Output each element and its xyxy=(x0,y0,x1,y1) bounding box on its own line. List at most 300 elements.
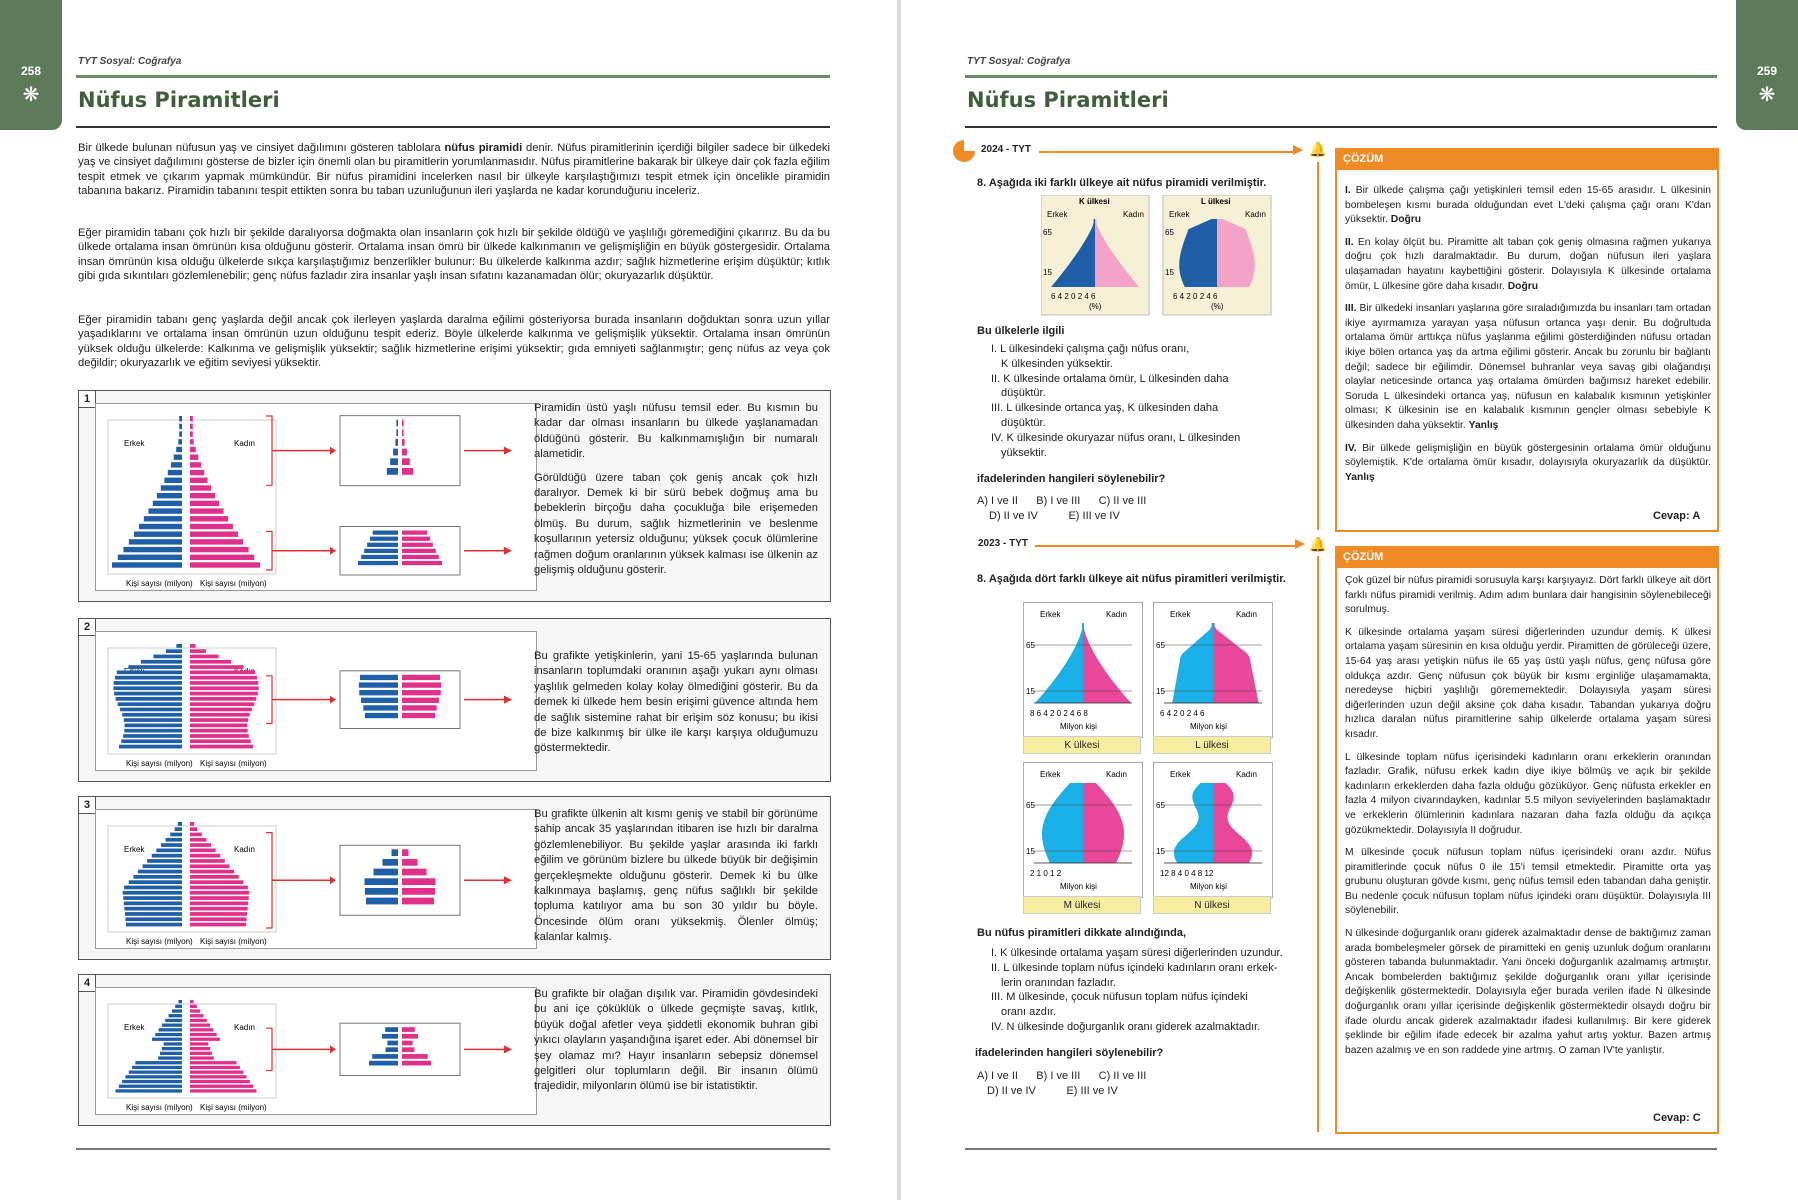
statement-line: II. K ülkesinde ortalama ömür, L ülkesinden daha xyxy=(991,372,1229,385)
box-paragraph: Görüldüğü üzere taban çok geniş ancak çok hızlı daralıyor. Demek ki bir sürü bebek doğmuş ama bu bebeklerin birçoğu daha çocukluğa bile erişemeden ölmüş. Bu durum, sağlık hizmetlerinin ve beslenme koşullarının yetersiz olduğunu; yüksek çocuk ölümlerine rağmen doğum oranlarının yüksek kalması ise ülkenin az gelişmiş olduğunu gösterir. xyxy=(534,471,818,577)
female-bar xyxy=(190,729,248,733)
arrow-icon xyxy=(1295,539,1305,549)
box-description xyxy=(534,401,818,578)
footer-rule xyxy=(965,1148,1717,1150)
age-mark: 65 xyxy=(1026,801,1035,810)
solution-paragraph: IV. Bir ülkede gelişmişliğin en büyük göstergesinin ortalama ömür olduğunu söylemiştik. K'de ortalama ömür kısadır, dolayısıyla okuryazarlık da düşüktür. Yanlış xyxy=(1345,442,1711,483)
page-title: Nüfus Piramitleri xyxy=(78,88,280,112)
male-bar xyxy=(114,681,182,685)
female-bar xyxy=(190,424,193,429)
statement-line: III. L ülkesinde ortanca yaş, K ülkesinden daha xyxy=(991,402,1219,415)
arrow-head xyxy=(504,1045,512,1053)
axis-label: Kişi sayısı (milyon) xyxy=(126,1103,193,1112)
header-rule xyxy=(76,75,830,78)
statement-line: I. L ülkesindeki çalışma çağı nüfus oranı, xyxy=(991,343,1190,355)
male-bar xyxy=(168,470,182,475)
female-bar xyxy=(190,431,193,436)
bell-icon: 🔔 xyxy=(1309,141,1327,157)
female-bar xyxy=(190,649,206,653)
solution-paragraph: Çok güzel bir nüfus piramidi sorusuyla karşı karşıyayız. Dört farklı ülkeye ait dört farklı nüfus piramidi verilmiş. Adım adım bunlara dair hangisinin söylenebileceği sorulmuş. xyxy=(1345,575,1711,616)
statement-line: lerin oranından fazladır. xyxy=(1001,976,1116,989)
female-bar xyxy=(402,468,413,475)
pyramid-figure xyxy=(95,403,537,591)
male-bar xyxy=(178,439,182,444)
female-bar xyxy=(190,1075,247,1078)
female-bar xyxy=(402,690,441,695)
chart-title: L ülkesi xyxy=(1201,197,1231,206)
axis-unit: Milyon kişi xyxy=(1060,882,1097,891)
female-bar xyxy=(402,458,410,465)
age-mark: 65 xyxy=(1156,801,1165,810)
axis-ticks: 6 4 2 0 2 4 6 xyxy=(1051,292,1096,301)
zoom-box xyxy=(340,845,460,915)
male-bar xyxy=(361,555,398,559)
male-bar xyxy=(166,649,182,653)
box-number: 2 xyxy=(78,618,96,636)
question-stem: 8. Aşağıda iki farklı ülkeye ait nüfus piramidi verilmiştir. xyxy=(977,177,1267,189)
bracket xyxy=(266,1028,272,1070)
page-number: 258 xyxy=(20,64,42,78)
male-bar xyxy=(179,416,182,421)
female-bar xyxy=(190,455,198,460)
female-bar xyxy=(190,718,248,722)
male-label: Erkek xyxy=(1040,770,1061,779)
female-bar xyxy=(190,1014,203,1017)
female-bar xyxy=(190,864,229,868)
question-tag: 2023 - TYT xyxy=(978,538,1029,549)
female-bar xyxy=(402,1041,413,1046)
question-marker-icon xyxy=(953,140,975,162)
arrow-head xyxy=(330,876,336,884)
male-bar xyxy=(122,713,182,717)
age-mark: 65 xyxy=(1156,641,1165,650)
answer-options: A) I ve II B) I ve III C) II ve III xyxy=(977,495,1147,507)
male-bar xyxy=(392,849,399,856)
axis-unit: (%) xyxy=(1211,302,1224,311)
axis-ticks: 2 1 0 1 2 xyxy=(1030,869,1062,878)
male-label: Erkek xyxy=(1169,210,1190,219)
verdict: Doğru xyxy=(1507,280,1539,292)
solution-text xyxy=(1345,184,1711,493)
male-bar xyxy=(179,424,182,429)
male-bar xyxy=(361,698,398,703)
female-bar xyxy=(190,470,204,475)
male-bar xyxy=(175,1005,182,1008)
box-number: 1 xyxy=(78,390,96,408)
statement-line: düşüktür. xyxy=(1001,416,1046,429)
male-bar xyxy=(164,478,182,483)
male-bar xyxy=(160,1052,182,1055)
female-bar xyxy=(190,739,251,743)
female-label: Kadın xyxy=(234,1023,255,1032)
axis-label: Kişi sayısı (milyon) xyxy=(126,759,193,768)
male-bar xyxy=(171,462,182,467)
male-bar xyxy=(156,849,182,853)
question-prompt: ifadelerinden hangileri söylenebilir? xyxy=(977,473,1166,485)
page-number: 259 xyxy=(1756,64,1778,78)
female-bar xyxy=(190,562,260,567)
answer-options: D) II ve IV E) III ve IV xyxy=(989,510,1120,522)
male-bar xyxy=(138,870,182,874)
arrow-head xyxy=(504,447,512,455)
female-bar xyxy=(190,833,202,837)
female-label: Kadın xyxy=(1106,610,1127,619)
intro-paragraph-1: Bir ülkede bulunan nüfusun yaş ve cinsiyet dağılımını gösteren tablolara nüfus piramidi denir. Nüfus piramitlerinin içerdiği bilgiler sadece bir ülkedeki yaş ve cinsiyet dağılımını gösterse de bizler için önemli olan bu piramitlerin yorumlanmasıdır. Nüfus piramitlerine bakarak bir ülkeye dair çok fazla eğilim tespit etmek ve çıkarım yapmak mümkündür. Bir nüfus piramidini incelerken nasıl bir ülkeyle karşılaştığımızı tespit etmek için öncelikle piramidin tabanına bakarız. Piramidin tabanını tespit ettikten sonra bu taban uzunluğunun ileri yaşlarda ne kadar korunduğunu inceleriz. xyxy=(78,142,830,198)
female-bar xyxy=(402,561,442,565)
flower-icon: ❋ xyxy=(22,84,40,106)
box-description xyxy=(534,807,818,946)
male-bar xyxy=(166,838,182,842)
female-bar xyxy=(190,1052,212,1055)
example-box-1 xyxy=(78,390,831,602)
male-bar xyxy=(123,547,182,552)
question-statements xyxy=(991,946,1283,1035)
male-bar xyxy=(383,859,399,866)
bracket xyxy=(266,676,272,724)
pyramid-caption-k: K ülkesi xyxy=(1023,736,1141,754)
male-bar xyxy=(117,671,182,675)
female-bar xyxy=(190,1071,243,1074)
female-bar xyxy=(190,1019,207,1022)
male-bar xyxy=(153,655,182,659)
female-label: Kadın xyxy=(1106,770,1127,779)
box-description xyxy=(534,649,818,757)
female-bar xyxy=(190,1033,217,1036)
male-bar xyxy=(158,1056,182,1059)
male-bar xyxy=(169,1014,182,1017)
female-bar xyxy=(190,708,252,712)
arrow-head xyxy=(330,1045,336,1053)
male-bar xyxy=(172,1009,182,1012)
male-bar xyxy=(369,1061,398,1066)
male-bar xyxy=(178,822,182,826)
female-bar xyxy=(190,1061,237,1064)
male-bar xyxy=(123,734,182,738)
pyramid-illustration xyxy=(96,404,536,592)
male-bar xyxy=(370,537,398,541)
male-bar xyxy=(365,713,398,718)
chart-title: K ülkesi xyxy=(1079,197,1110,206)
intro-paragraph-2: Eğer piramidin tabanı çok hızlı bir şekilde daralıyorsa doğmakta olan insanların çok hızlı bir şekilde öldüğü ve yaşlılığı göremediğini çıkarırız. Bu da bu ülkede ortalama insan ömrünün kısa olduğunu gösterir. Ortalama insan ömrü bir ülkede kalkınmanın ve gelişmişliğin en büyük göstergesidir. Ortalama insan ömrünün kısa olduğu ülkelerde sıkça karşılaştığımız benzerlikler bulunur: Bu ülkelerde kalkınma azdır; sağlık hizmetlerine erişim düşüktür; kıtlık gibi gıda sıkıntıları gözlemlenebilir; genç nüfus fazladır zira insanlar yaşlı insan sıfatını kazanamadan ölür; okuryazarlık düşüktür. xyxy=(78,227,830,283)
male-bar xyxy=(360,675,398,680)
female-bar xyxy=(190,462,201,467)
female-bar xyxy=(190,849,216,853)
male-bar xyxy=(152,854,182,858)
male-bar xyxy=(385,1027,398,1032)
male-bar xyxy=(124,729,182,733)
female-bar xyxy=(402,888,435,895)
age-mark: 65 xyxy=(1043,228,1052,237)
male-bar xyxy=(125,912,182,916)
male-bar xyxy=(170,833,182,837)
female-bar xyxy=(190,745,253,749)
female-bar xyxy=(190,1085,253,1088)
male-bar xyxy=(124,718,182,722)
female-bar xyxy=(190,886,248,890)
female-bar xyxy=(190,655,219,659)
male-bar xyxy=(152,1038,182,1041)
answer-options: A) I ve II B) I ve III C) II ve III xyxy=(977,1070,1147,1082)
running-head: TYT Sosyal: Coğrafya xyxy=(78,56,182,67)
male-bar xyxy=(121,739,182,743)
female-bar xyxy=(190,1038,220,1041)
male-bar xyxy=(179,1000,183,1003)
title-rule xyxy=(76,126,830,128)
example-box-4 xyxy=(78,974,831,1126)
male-bar xyxy=(124,907,182,911)
female-bar xyxy=(402,1054,428,1059)
male-bar xyxy=(147,859,182,863)
bracket xyxy=(266,416,272,485)
female-bar xyxy=(402,420,404,427)
female-bar xyxy=(190,912,247,916)
female-bar xyxy=(190,1005,197,1008)
female-bar xyxy=(190,1089,257,1092)
verdict: Yanlış xyxy=(1345,471,1375,483)
pyramid-figure xyxy=(95,809,537,949)
female-bar xyxy=(190,907,248,911)
female-bar xyxy=(190,485,211,490)
male-bar xyxy=(119,745,182,749)
age-mark: 65 xyxy=(1026,641,1035,650)
female-bar xyxy=(190,539,243,544)
male-bar xyxy=(176,644,182,648)
female-bar xyxy=(190,1066,240,1069)
male-bar xyxy=(365,878,399,885)
female-bar xyxy=(190,665,244,669)
female-bar xyxy=(402,682,441,687)
female-bar xyxy=(190,1024,210,1027)
male-bar xyxy=(116,697,182,701)
bell-icon: 🔔 xyxy=(1309,536,1327,552)
male-bar xyxy=(129,1071,182,1074)
solution-paragraph: K ülkesinde ortalama yaşam süresi diğerlerinden uzundur demiş. K ülkesi ortalama yaşam süresinin en kısa olduğu yerdir. Piramitten de görüleceği üzere, 15-64 yaş arası yetişkin nüfus ile 65 yaş üstü yaşlı nüfus, genç nüfusa göre oldukça azdır. Genç nüfusun çok büyük bir kısmı erginliğe ulaşamamakta, neredeyse hiçbiri yaşlılığı görememektedir. Dolayısıyla yaşam süresi diğerlerinden uzun değil aksine çok daha kısadır. Tabandan yukarıya doğru hızlıca daralan nüfus piramitlerine sahip ülkelerde ortalama yaşam süresi kısadır. xyxy=(1345,626,1711,740)
female-bar xyxy=(190,838,206,842)
male-bar xyxy=(159,1028,182,1031)
statement-line: II. L ülkesinde toplam nüfus içindeki kadınların oranı erkek- xyxy=(991,961,1278,974)
female-bar xyxy=(190,676,257,680)
male-bar xyxy=(143,864,182,868)
male-label: Erkek xyxy=(124,845,145,854)
male-bar xyxy=(359,682,398,687)
solution-answer: Cevap: A xyxy=(1653,510,1701,522)
solution-paragraph: M ülkesinde çocuk nüfusun toplam nüfus içerisindeki oranı azdır. Nüfus piramitlerinde çocuk nüfus 0 ile 15'i temsil etmektedir. Piramitte orta yaş grubunu oluşturan gövde kısmı, genç nüfus temsil eden tabandan daha geniştir. Bu nedenle çocuk nüfusun toplam nüfus içindeki oranı düşüktür. Dolayısıyla III söylenebilir. xyxy=(1345,847,1711,917)
age-mark: 15 xyxy=(1156,687,1165,696)
male-bar xyxy=(387,468,398,475)
question-tag: 2024 - TYT xyxy=(981,144,1032,155)
male-bar xyxy=(374,869,399,876)
male-bar xyxy=(144,516,182,521)
question-tag-line xyxy=(1039,151,1295,153)
right-page xyxy=(901,0,1798,1200)
solution-text xyxy=(1345,574,1711,1066)
axis-unit: Milyon kişi xyxy=(1190,882,1227,891)
axis-ticks: 6 4 2 0 2 4 6 xyxy=(1173,292,1218,301)
female-bar xyxy=(190,902,248,906)
female-bar xyxy=(190,508,224,513)
female-bar xyxy=(402,898,434,905)
solution-header: ÇÖZÜM xyxy=(1335,148,1719,170)
female-bar xyxy=(190,923,246,927)
pyramid-caption-m: M ülkesi xyxy=(1023,896,1141,914)
male-bar xyxy=(120,708,182,712)
male-bar xyxy=(122,1080,182,1083)
female-bar xyxy=(190,516,228,521)
female-bar xyxy=(402,537,430,541)
question-lead: Bu nüfus piramitleri dikkate alındığında, xyxy=(977,927,1187,939)
axis-label: Kişi sayısı (milyon) xyxy=(200,937,267,946)
male-bar xyxy=(155,1033,182,1036)
female-bar xyxy=(402,675,440,680)
pyramid-figure xyxy=(95,631,537,771)
female-bar xyxy=(402,549,436,553)
statement-line: düşüktür. xyxy=(1001,387,1046,400)
female-bar xyxy=(190,547,249,552)
female-bar xyxy=(402,1027,415,1032)
zoom-box xyxy=(340,671,460,729)
age-mark: 15 xyxy=(1026,687,1035,696)
female-bar xyxy=(402,543,433,547)
female-bar xyxy=(402,555,439,559)
male-bar xyxy=(363,705,398,710)
male-label: Erkek xyxy=(124,1023,145,1032)
female-label: Kadın xyxy=(1123,210,1144,219)
female-bar xyxy=(190,1047,210,1050)
pyramid-chart-n xyxy=(1153,762,1273,898)
male-bar xyxy=(129,880,182,884)
female-bar xyxy=(402,449,407,456)
female-bar xyxy=(190,880,243,884)
solution-paragraph: I. Bir ülkede çalışma çağı yetişkinleri temsil eden 15-65 arasıdır. L ülkesinin bombeleşen kısmı burada olduğundan evet L'deki çalışma çağı oranı K'dan yüksektir. Doğru xyxy=(1345,185,1711,226)
female-bar xyxy=(190,702,254,706)
female-label: Kadın xyxy=(234,439,255,448)
pyramid-illustration xyxy=(96,988,536,1116)
example-box-3 xyxy=(78,796,831,960)
male-bar xyxy=(179,431,182,436)
left-page xyxy=(0,0,897,1200)
female-bar xyxy=(190,416,193,421)
male-label: Erkek xyxy=(1170,770,1191,779)
male-bar xyxy=(119,1085,182,1088)
male-bar xyxy=(161,843,182,847)
female-bar xyxy=(190,896,249,900)
box-paragraph: Piramidin üstü yaşlı nüfusu temsil eder. Bu kısmın bu kadar dar olması insanların bu ülkede yaşlanamadan öldüğünü gösterir. Bu kalkınmamışlığın bir numaralı alametidir. xyxy=(534,402,818,461)
box-paragraph: Bu grafikte ülkenin alt kısmı geniş ve stabil bir görünüme sahip ancak 35 yaşlarından itibaren ise hızlı bir daralma gözlemlenebiliyor. Bu şekilde yaşlar arasında iki farklı eğilim ve görünüm bizlere bu ülkede büyük bir değişimin gerçekleşmekte olduğunu gösterir. Demek ki bu ülke kalkınmaya başlamış, genç nüfus sağlıklı bir şekilde topluma katılıyor ama bu son 30 yıldır bu böyle. Öncesinde ölüm oranı yüksekmiş. Ölenler ölmüş; kalanlar kalmış. xyxy=(534,808,818,944)
male-bar xyxy=(124,902,182,906)
male-bar xyxy=(118,702,182,706)
intro-paragraph-3: Eğer piramidin tabanı genç yaşlarda değil ancak çok ilerleyen yaşlarda daralma eğilimi gösteriyorsa burada insanların doğduktan sonra uzun yıllar yaşadıklarını ve ortalama insan ömrünün uzun olduğunu tespit ederiz. Böyle ülkelerde kalkınma ve gelişmişlik yüksektir. Ortalama insan ömrünün yüksek olduğu ülkelerde: Kalkınma ve gelişmişlik yüksektir; sağlık hizmetlerine erişimi yüksektir; gıda emniyeti sağlanmıştır; genç nüfus az veya çok değildir; okuryazarlık ve eğitim seviyesi yüksektir. xyxy=(78,314,830,370)
female-bar xyxy=(190,854,220,858)
question-statements xyxy=(991,342,1240,460)
male-bar xyxy=(367,543,398,547)
male-bar xyxy=(382,1034,398,1039)
box-paragraph: Bu grafikte yetişkinlerin, yani 15-65 yaşlarında bulunan insanların toplumdaki oranının aşağı yukarı aynı olması yaşlılık gelmeden kolay kolay ölmediğini gösterir. Bu da demek ki ülkede hem besin erişimi güvence altında hem de sağlık sistemine rahat bir erişim söz konusu; bu ikisi de bize kalkınmış bir ülke ile karşı karşıya olduğumuzu göstermektedir. xyxy=(534,650,818,755)
axis-ticks: 6 4 2 0 2 4 6 xyxy=(1160,709,1205,718)
question-stem: 8. Aşağıda dört farklı ülkeye ait nüfus piramitleri verilmiştir. xyxy=(977,573,1286,585)
male-bar xyxy=(359,690,398,695)
male-bar xyxy=(157,493,182,498)
male-bar xyxy=(123,896,182,900)
male-bar xyxy=(390,458,398,465)
male-bar xyxy=(148,508,182,513)
arrow-head xyxy=(504,876,512,884)
male-bar xyxy=(366,898,398,905)
female-bar xyxy=(190,1042,208,1045)
axis-label: Kişi sayısı (milyon) xyxy=(126,937,193,946)
female-label: Kadın xyxy=(1245,210,1266,219)
male-bar xyxy=(372,1054,398,1059)
female-bar xyxy=(402,698,439,703)
female-bar xyxy=(402,713,435,718)
female-bar xyxy=(402,869,427,876)
female-bar xyxy=(402,849,409,856)
axis-unit: Milyon kişi xyxy=(1190,722,1227,731)
female-bar xyxy=(190,447,196,452)
statement-line: yüksektir. xyxy=(1001,446,1047,459)
verdict: Doğru xyxy=(1390,214,1422,226)
bracket xyxy=(266,833,272,928)
axis-label: Kişi sayısı (milyon) xyxy=(126,579,193,588)
female-bar xyxy=(190,697,256,701)
axis-ticks: 12 8 4 0 4 8 12 xyxy=(1160,869,1214,878)
female-bar xyxy=(190,644,196,648)
female-bar xyxy=(190,686,259,690)
pyramid-caption-n: N ülkesi xyxy=(1153,896,1271,914)
pyramid-figure xyxy=(95,987,537,1115)
female-bar xyxy=(190,870,234,874)
pyramid-illustration xyxy=(96,810,536,950)
female-bar xyxy=(190,555,254,560)
male-bar xyxy=(386,1047,398,1052)
male-bar xyxy=(113,686,182,690)
female-bar xyxy=(190,1009,200,1012)
arrow-head xyxy=(504,547,512,555)
solution-answer: Cevap: C xyxy=(1653,1112,1701,1124)
solution-paragraph: L ülkesinde toplam nüfus içerisindeki kadınların oranı erkeklerin oranından fazladır. Grafik, nüfusu erkek kadın diye ikiye bölmüş ve açık bir şekilde kadınların erkeklerden daha fazla olduğu gözüküyor. Genç nüfusta erkekler en fazla 4 milyon civarındayken, kadınlar 5.5 milyon seviyelerinden başlamaktadır ve erkeklerin ölümlerinin kadınlara nazaran daha fazla olduğu da açıkça gözükmektedir. Dolayısıyla II doğrudur. xyxy=(1345,751,1711,836)
female-bar xyxy=(190,660,231,664)
age-mark: 65 xyxy=(1165,228,1174,237)
pyramid-chart-m xyxy=(1023,762,1143,898)
female-bar xyxy=(190,822,194,826)
male-bar xyxy=(365,888,398,895)
page-tab xyxy=(0,0,62,130)
pyramid-illustration xyxy=(96,632,536,772)
male-bar xyxy=(124,886,182,890)
male-label: Erkek xyxy=(1170,610,1191,619)
male-bar xyxy=(165,1019,182,1022)
female-bar xyxy=(402,878,436,885)
zoom-box xyxy=(340,1023,460,1075)
title-rule xyxy=(965,126,1717,128)
male-label: Erkek xyxy=(1040,610,1061,619)
male-bar xyxy=(133,875,182,879)
question-tag-line xyxy=(1035,545,1297,547)
box-paragraph: Bu grafikte bir olağan dışılık var. Piramidin gövdesindeki bu ani içe çöküklük o ülkede geçmişte savaş, kıtlık, büyük doğal afetler veya şiddetli ekonomik buhran gibi yıkıcı olayların yaşandığına işaret eder. Abi dönemsel bir şey olamaz mı? Hayır insanların sebepsiz dönemsel gelgitleri olur toplumların değil. Bir insanın ölümü trajedidir, milyonların ölümü ise bir istatistiktir. xyxy=(534,988,818,1093)
female-bar xyxy=(190,1028,213,1031)
female-bar xyxy=(190,891,249,895)
age-mark: 15 xyxy=(1156,847,1165,856)
statement-line: I. K ülkesinde ortalama yaşam süresi diğerlerinden uzundur. xyxy=(991,947,1283,959)
male-bar xyxy=(125,724,182,728)
age-mark: 15 xyxy=(1043,268,1052,277)
female-bar xyxy=(402,429,404,436)
axis-unit: Milyon kişi xyxy=(1060,722,1097,731)
zoom-box xyxy=(340,527,460,576)
male-bar xyxy=(396,420,398,427)
male-bar xyxy=(164,1042,182,1045)
solution-paragraph: N ülkesinde doğurganlık oranı giderek azalmaktadır dense de baktığımız zaman arada bombeleşmeler görsek de piramitteki en geniş uzunluk doğum oranlarını gösteren tabanda bulunmaktadır. Yani önceki doğurganlık azalmamış artmıştır. Ancak bombelerden baktığımız şekilde doğurganlık oranı yıllar içerisinde değişkenlik göstermektedir. Dolayısıyla eğer burada verilen ifade N ülkesinde doğurganlık oranı yıllar içerisinde değişkenlik göstermektedir olsaydı doğru bir ifade olurdu ancak giderek azalmaktadır ifadesi kullanılmış. Bir kere giderek şeklinde bir eğilim ifade edecek bir azalma yahut artış yoktur. Bazen artmış bazen azalmış ve en son raddede yine artmış. O zaman IV'te yanlıştır. xyxy=(1345,928,1711,1056)
female-bar xyxy=(190,671,255,675)
